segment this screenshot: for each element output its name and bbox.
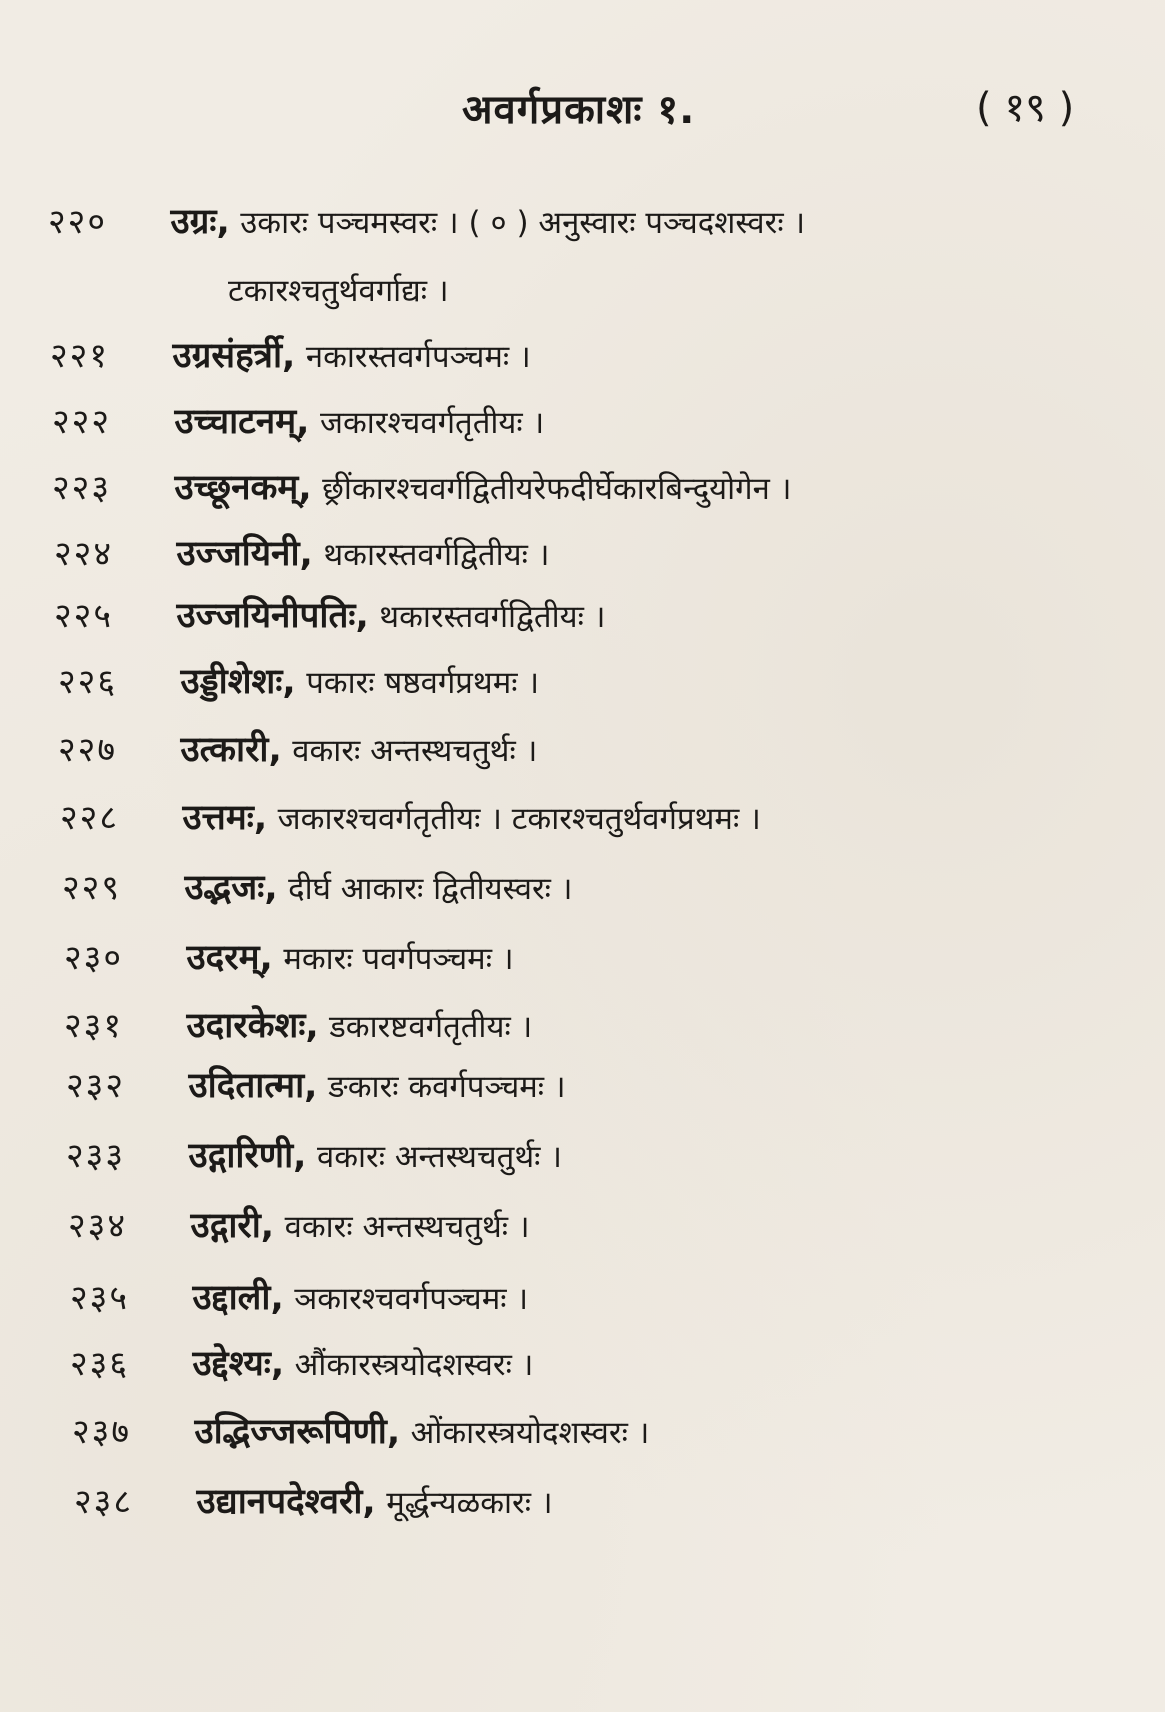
entry-definition: वकारः अन्तस्थचतुर्थः । (316, 1139, 562, 1175)
entry-231 (64, 1004, 532, 1049)
entry-237 (72, 1410, 649, 1455)
entry-definition: ङकारः कवर्गपञ्चमः । (327, 1069, 566, 1105)
entry-number: २२३ (52, 468, 112, 508)
entry-definition: जकारश्चवर्गतृतीयः । (319, 405, 545, 441)
entry-number: २२१ (50, 336, 110, 376)
entry-definition-continued: टकारश्चतुर्थवर्गाद्यः । (228, 273, 449, 309)
entry-definition: थकारस्तवर्गद्वितीयः । (379, 599, 606, 635)
running-head: अवर्गप्रकाशः १. (462, 87, 696, 133)
entry-headword: उदारकेशः, (186, 1006, 319, 1046)
entry-definition: नकारस्तवर्गपञ्चमः । (305, 339, 531, 375)
entry-definition: पकारः षष्ठवर्गप्रथमः । (306, 665, 540, 701)
entry-headword: उत्तमः, (182, 798, 268, 838)
entry-227 (58, 728, 537, 773)
entry-definition: औंकारस्त्रयोदशस्वरः । (294, 1347, 534, 1383)
entry-236 (70, 1342, 533, 1387)
entry-228 (60, 796, 761, 841)
entry-224 (54, 532, 549, 577)
entry-headword: उद्दाली, (192, 1278, 284, 1318)
entry-headword: उज्जयिनीपतिः, (176, 596, 369, 636)
entry-headword: उड्डीशेशः, (180, 662, 296, 702)
entry-number: २२४ (54, 534, 114, 574)
entry-225 (54, 594, 605, 639)
entry-number: २३८ (74, 1482, 134, 1522)
entry-headword: उद्गारी, (190, 1206, 275, 1246)
entry-definition: दीर्घ आकारः द्वितीयस्वरः । (288, 871, 573, 907)
entry-220 (48, 200, 805, 245)
entry-number: २३५ (70, 1278, 130, 1318)
entry-number: २२२ (52, 402, 112, 442)
entry-number: २२९ (62, 868, 122, 908)
entry-definition: जकारश्चवर्गतृतीयः । टकारश्चतुर्थवर्गप्रथमः । (277, 801, 761, 837)
entry-number: २३७ (72, 1412, 132, 1452)
entry-230 (64, 936, 514, 981)
entry-234 (68, 1204, 530, 1249)
entry-headword: उद्गारिणी, (188, 1136, 307, 1176)
entry-definition: वकारः अन्तस्थचतुर्थः । (292, 733, 538, 769)
entry-headword: उग्रः, (170, 202, 230, 242)
entry-number: २२५ (54, 596, 114, 636)
page-number: ( १९ ) (976, 85, 1075, 131)
entry-headword: उच्छूनकम्, (174, 468, 312, 508)
entry-number: २३६ (70, 1344, 130, 1384)
entry-definition: मूर्द्धन्यळकारः । (386, 1485, 553, 1521)
entry-headword: उद्भिज्जरूपिणी, (194, 1412, 401, 1452)
entry-233 (66, 1134, 562, 1179)
entry-number: २३१ (64, 1006, 124, 1046)
entry-number: २३४ (68, 1206, 128, 1246)
entry-definition: उकारः पञ्चमस्वरः । ( ० ) अनुस्वारः पञ्चदशस्वरः । (240, 205, 806, 241)
entry-headword: उद्देश्यः, (192, 1344, 285, 1384)
entry-headword: उग्रसंहर्त्री, (172, 336, 296, 376)
entry-definition: ञकारश्चवर्गपञ्चमः । (294, 1281, 529, 1317)
entry-number: २३२ (66, 1066, 126, 1106)
entry-definition: वकारः अन्तस्थचतुर्थः । (284, 1209, 530, 1245)
entry-definition: थकारस्तवर्गद्वितीयः । (323, 537, 550, 573)
entry-headword: उद्भजः, (184, 868, 278, 908)
entry-definition: मकारः पवर्गपञ्चमः । (283, 941, 514, 977)
entry-232 (66, 1064, 566, 1109)
entry-235 (70, 1276, 528, 1321)
entry-number: २२६ (58, 662, 118, 702)
entry-226 (58, 660, 539, 705)
entry-number: २३३ (66, 1136, 126, 1176)
entry-number: २३० (64, 938, 124, 978)
entry-headword: उज्जयिनी, (176, 534, 313, 574)
entry-222 (52, 400, 544, 445)
entry-238 (74, 1480, 553, 1525)
entry-number: २२७ (58, 730, 118, 770)
entry-headword: उच्चाटनम्, (174, 402, 310, 442)
entry-headword: उद्यानपदेश्वरी, (196, 1482, 376, 1522)
entry-definition: डकारष्टवर्गतृतीयः । (329, 1009, 533, 1045)
entry-headword: उदरम्, (186, 938, 273, 978)
entry-223 (52, 466, 791, 511)
entry-headword: उदितात्मा, (188, 1066, 318, 1106)
entry-number: २२८ (60, 798, 120, 838)
entry-220-continuation (228, 268, 449, 313)
entry-definition: ओंकारस्त्रयोदशस्वरः । (410, 1415, 650, 1451)
entry-229 (62, 866, 573, 911)
entry-221 (50, 334, 531, 379)
entry-headword: उत्कारी, (180, 730, 282, 770)
entry-number: २२० (48, 202, 108, 242)
entry-definition: छ्रींकारश्चवर्गद्वितीयरेफदीर्घेकारबिन्दुयोगेन । (322, 471, 792, 507)
